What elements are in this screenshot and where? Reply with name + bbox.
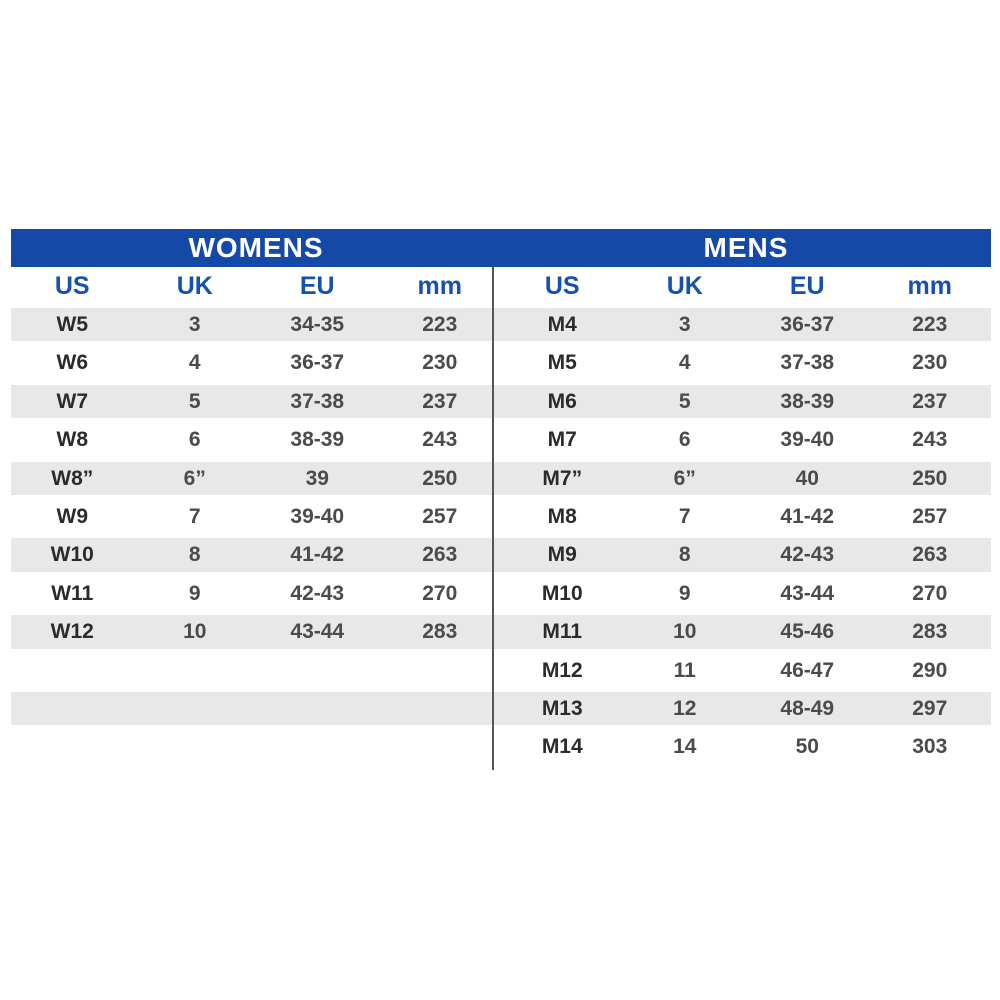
column-header-row bbox=[11, 267, 991, 306]
womens-uk-cell: 6 bbox=[188, 428, 201, 452]
womens-mm-cell: 283 bbox=[422, 620, 458, 644]
mens-eu-cell: 37-38 bbox=[780, 351, 835, 375]
womens-header-cells bbox=[11, 267, 501, 306]
womens-uk-cell bbox=[134, 728, 257, 766]
womens-us-header: US bbox=[54, 272, 90, 300]
womens-uk-cell: 7 bbox=[188, 504, 201, 528]
mens-row-cells bbox=[501, 536, 991, 574]
mens-uk-cell: 10 bbox=[673, 620, 697, 644]
womens-eu-cell: 39-40 bbox=[290, 504, 345, 528]
mens-uk-cell: 14 bbox=[673, 735, 697, 759]
mens-eu-cell: 45-46 bbox=[780, 620, 835, 644]
womens-eu-cell bbox=[256, 728, 379, 766]
womens-row-cells bbox=[11, 306, 501, 344]
womens-row-cells bbox=[11, 575, 501, 613]
mens-eu-cell: 38-39 bbox=[780, 389, 835, 413]
table-row bbox=[11, 421, 991, 459]
womens-row-cells bbox=[11, 498, 501, 536]
mens-eu-cell: 36-37 bbox=[780, 313, 835, 336]
womens-us-cell: W11 bbox=[51, 581, 94, 605]
womens-mm-cell: 270 bbox=[422, 581, 458, 605]
mens-us-cell: M4 bbox=[547, 313, 577, 336]
mens-row-cells bbox=[501, 306, 991, 344]
mens-mm-cell: 297 bbox=[912, 696, 948, 720]
table-row bbox=[11, 344, 991, 382]
mens-eu-cell: 46-47 bbox=[780, 658, 835, 682]
center-divider-line bbox=[492, 267, 494, 770]
mens-mm-cell: 270 bbox=[912, 581, 948, 605]
womens-us-cell bbox=[11, 690, 134, 728]
mens-us-cell: M8 bbox=[547, 504, 577, 528]
mens-uk-cell: 8 bbox=[678, 543, 691, 567]
womens-row-cells bbox=[11, 383, 501, 421]
mens-us-cell: M9 bbox=[547, 543, 577, 567]
womens-us-cell: W8” bbox=[51, 466, 94, 490]
mens-section-title: MENS bbox=[703, 232, 789, 263]
womens-row-cells bbox=[11, 690, 501, 728]
mens-us-cell: M11 bbox=[542, 620, 583, 644]
mens-mm-cell: 263 bbox=[912, 543, 948, 567]
mens-us-cell: M14 bbox=[541, 735, 583, 759]
womens-uk-cell: 4 bbox=[188, 351, 201, 375]
womens-mm-cell: 223 bbox=[422, 313, 458, 336]
mens-mm-cell: 243 bbox=[912, 428, 948, 452]
mens-uk-cell: 11 bbox=[673, 658, 696, 682]
womens-row-cells bbox=[11, 652, 501, 690]
womens-row-cells bbox=[11, 728, 501, 766]
womens-mm-cell: 243 bbox=[422, 428, 458, 452]
womens-section-title: WOMENS bbox=[188, 232, 324, 263]
mens-row-cells bbox=[501, 575, 991, 613]
mens-uk-cell: 6” bbox=[673, 466, 696, 490]
womens-mm-cell bbox=[379, 690, 502, 728]
mens-row-cells bbox=[501, 498, 991, 536]
womens-us-cell: W12 bbox=[50, 620, 94, 644]
womens-us-cell: W5 bbox=[56, 313, 88, 336]
mens-mm-cell: 237 bbox=[912, 389, 948, 413]
mens-uk-cell: 3 bbox=[678, 313, 691, 336]
womens-eu-cell: 42-43 bbox=[290, 581, 345, 605]
womens-us-cell bbox=[11, 652, 134, 690]
mens-row-cells bbox=[501, 728, 991, 766]
womens-row-cells bbox=[11, 421, 501, 459]
womens-eu-cell: 36-37 bbox=[290, 351, 345, 375]
mens-uk-cell: 9 bbox=[678, 581, 691, 605]
mens-row-cells bbox=[501, 613, 991, 651]
table-row bbox=[11, 536, 991, 574]
table-row bbox=[11, 575, 991, 613]
mens-header-cells bbox=[501, 267, 991, 306]
womens-eu-cell: 34-35 bbox=[290, 313, 345, 336]
womens-us-cell: W9 bbox=[56, 504, 88, 528]
mens-mm-cell: 290 bbox=[912, 658, 948, 682]
mens-mm-cell: 250 bbox=[912, 466, 948, 490]
table-row bbox=[11, 652, 991, 690]
mens-us-cell: M6 bbox=[547, 389, 577, 413]
mens-us-cell: M12 bbox=[541, 658, 583, 682]
mens-uk-cell: 5 bbox=[678, 389, 691, 413]
womens-us-cell: W6 bbox=[56, 351, 88, 375]
womens-mm-cell: 250 bbox=[422, 466, 458, 490]
womens-eu-header: EU bbox=[299, 272, 335, 300]
mens-eu-header: EU bbox=[789, 272, 825, 300]
womens-uk-cell: 6” bbox=[183, 466, 206, 490]
mens-row-cells bbox=[501, 344, 991, 382]
mens-eu-cell: 42-43 bbox=[780, 543, 835, 567]
mens-eu-cell: 43-44 bbox=[780, 581, 835, 605]
womens-eu-cell bbox=[256, 652, 379, 690]
table-row bbox=[11, 498, 991, 536]
womens-uk-cell: 8 bbox=[188, 543, 201, 567]
womens-uk-cell bbox=[134, 652, 257, 690]
womens-mm-header: mm bbox=[417, 272, 462, 300]
mens-mm-header: mm bbox=[907, 272, 952, 300]
mens-row-cells bbox=[501, 383, 991, 421]
mens-us-cell: M13 bbox=[541, 696, 583, 720]
mens-uk-cell: 6 bbox=[678, 428, 691, 452]
mens-eu-cell: 41-42 bbox=[780, 504, 835, 528]
mens-us-header: US bbox=[544, 272, 580, 300]
womens-us-cell: W8 bbox=[56, 428, 88, 452]
mens-eu-cell: 39-40 bbox=[780, 428, 835, 452]
shoe-size-chart bbox=[11, 229, 991, 767]
mens-mm-cell: 223 bbox=[912, 313, 948, 336]
mens-mm-cell: 283 bbox=[912, 620, 948, 644]
womens-eu-cell: 39 bbox=[305, 466, 329, 490]
mens-row-cells bbox=[501, 421, 991, 459]
mens-us-cell: M7 bbox=[547, 428, 577, 452]
mens-us-cell: M5 bbox=[547, 351, 577, 375]
mens-uk-cell: 12 bbox=[673, 696, 697, 720]
mens-eu-cell: 50 bbox=[795, 735, 819, 759]
womens-mm-cell: 230 bbox=[422, 351, 458, 375]
womens-uk-cell: 10 bbox=[183, 620, 207, 644]
womens-mm-cell: 237 bbox=[422, 389, 458, 413]
table-row bbox=[11, 460, 991, 498]
table-body bbox=[11, 306, 991, 767]
mens-mm-cell: 230 bbox=[912, 351, 948, 375]
mens-row-cells bbox=[501, 652, 991, 690]
womens-row-cells bbox=[11, 613, 501, 651]
mens-uk-header: UK bbox=[666, 272, 703, 300]
mens-us-cell: M10 bbox=[541, 581, 583, 605]
mens-eu-cell: 48-49 bbox=[780, 696, 835, 720]
womens-mm-cell bbox=[379, 652, 502, 690]
womens-eu-cell: 43-44 bbox=[290, 620, 345, 644]
table-row bbox=[11, 690, 991, 728]
womens-mm-cell bbox=[379, 728, 502, 766]
mens-mm-cell: 257 bbox=[912, 504, 948, 528]
womens-eu-cell: 37-38 bbox=[290, 389, 345, 413]
womens-uk-cell bbox=[134, 690, 257, 728]
womens-eu-cell: 38-39 bbox=[290, 428, 345, 452]
mens-uk-cell: 7 bbox=[678, 504, 691, 528]
womens-mm-cell: 263 bbox=[422, 543, 458, 567]
mens-row-cells bbox=[501, 460, 991, 498]
mens-row-cells bbox=[501, 690, 991, 728]
womens-row-cells bbox=[11, 460, 501, 498]
womens-mm-cell: 257 bbox=[422, 504, 458, 528]
womens-uk-cell: 9 bbox=[188, 581, 201, 605]
mens-uk-cell: 4 bbox=[678, 351, 691, 375]
womens-uk-header: UK bbox=[176, 272, 213, 300]
womens-eu-cell: 41-42 bbox=[290, 543, 345, 567]
womens-row-cells bbox=[11, 344, 501, 382]
womens-uk-cell: 5 bbox=[188, 389, 201, 413]
womens-row-cells bbox=[11, 536, 501, 574]
womens-eu-cell bbox=[256, 690, 379, 728]
womens-us-cell: W7 bbox=[56, 389, 88, 413]
table-row bbox=[11, 383, 991, 421]
womens-us-cell: W10 bbox=[50, 543, 94, 567]
table-title-bar bbox=[11, 229, 991, 267]
table-row bbox=[11, 728, 991, 766]
mens-eu-cell: 40 bbox=[795, 466, 819, 490]
womens-uk-cell: 3 bbox=[188, 313, 201, 336]
mens-mm-cell: 303 bbox=[912, 735, 948, 759]
womens-us-cell bbox=[11, 728, 134, 766]
table-row bbox=[11, 306, 991, 344]
table-row bbox=[11, 613, 991, 651]
mens-us-cell: M7” bbox=[542, 466, 583, 490]
